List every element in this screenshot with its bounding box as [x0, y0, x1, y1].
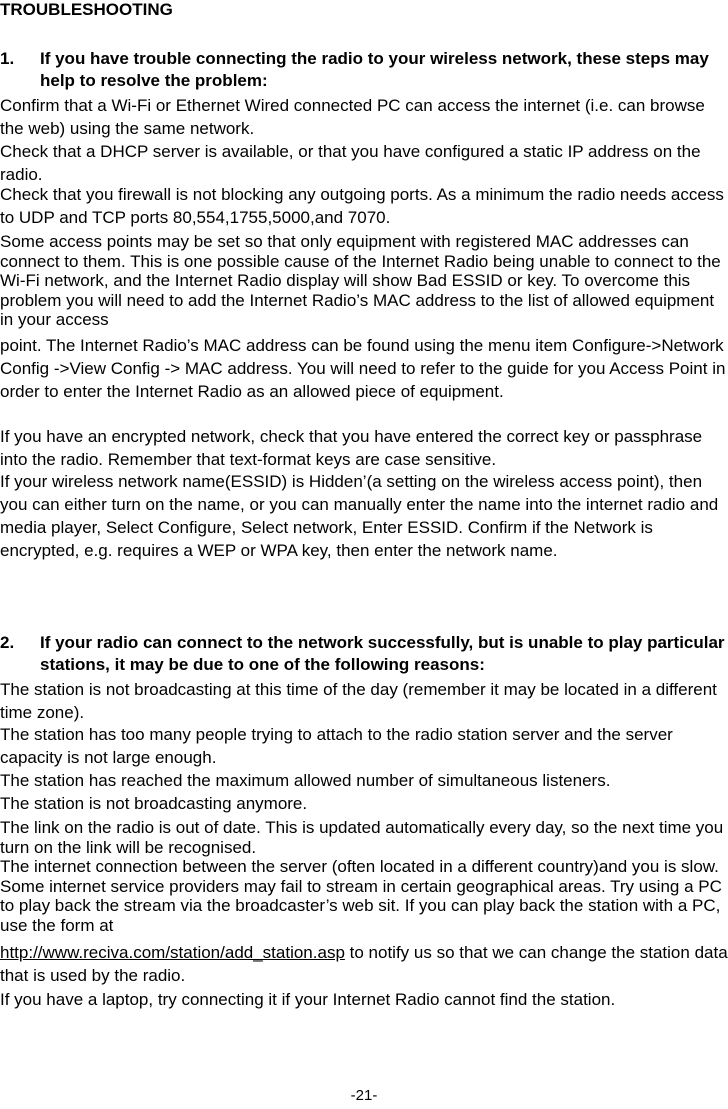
- reciva-station-link[interactable]: http://www.reciva.com/station/add_station.asp: [0, 943, 345, 962]
- s1-paragraph-6: If you have an encrypted network, check that you have entered the correct key or passphrase into the radio. Remember that text-format keys are case sensitive.: [0, 427, 703, 469]
- s2-paragraph-3: The station has reached the maximum allowed number of simultaneous listeners.: [0, 771, 611, 790]
- s2-paragraph-6: The internet connection between the server (often located in a different country)and you is slow. Some internet service providers may fail to stream in certain geographical areas. Try using a PC to play back the stream via the broadcaster’s web sit. If you can play back the station with a PC, use the form at: [0, 857, 722, 935]
- s2-paragraph-link-rest: to notify us so that we can change the station data that is used by the radio.: [0, 943, 728, 985]
- s1-paragraph-4: Some access points may be set so that only equipment with registered MAC addresses can connect to them. This is one possible cause of the Internet Radio being unable to connect to the Wi-Fi network, and the Internet Radio display will show Bad ESSID or key. To overcome this problem you will need to add the Internet Radio’s MAC address to the list of allowed equipment in your access: [0, 232, 721, 329]
- section-1-title-block: [0, 48, 728, 92]
- section-1-number: 1.: [0, 49, 15, 68]
- s2-paragraph-1: The station is not broadcasting at this time of the day (remember it may be located in a different time zone).: [0, 680, 717, 722]
- s1-paragraph-2: Check that a DHCP server is available, or that you have configured a static IP address on the radio.: [0, 142, 701, 184]
- s2-paragraph-4: The station is not broadcasting anymore.: [0, 794, 308, 813]
- s2-paragraph-2: The station has too many people trying to attach to the radio station server and the server capacity is not large enough.: [0, 725, 673, 767]
- s1-paragraph-7: If your wireless network name(ESSID) is Hidden’(a setting on the wireless access point), then you can either turn on the name, or you can manually enter the name into the internet radio and media player, Select Configure, Select network, Enter ESSID. Confirm if the Network is encrypted, e.g. requires a WEP or WPA key, then enter the network name.: [0, 472, 719, 560]
- s1-paragraph-3: Check that you firewall is not blocking any outgoing ports. As a minimum the radio needs access to UDP and TCP ports 80,554,1755,5000,and 7070.: [0, 185, 724, 227]
- s2-paragraph-5: The link on the radio is out of date. This is updated automatically every day, so the next time you turn on the link will be recognised.: [0, 818, 724, 857]
- page-number: -21-: [350, 1087, 378, 1104]
- s1-paragraph-1: Confirm that a Wi-Fi or Ethernet Wired connected PC can access the internet (i.e. can browse the web) using the same network.: [0, 96, 705, 138]
- section-2-title: If your radio can connect to the network successfully, but is unable to play particular stations, it may be due to one of the following reasons:: [40, 633, 725, 674]
- section-2-title-block: [0, 632, 728, 676]
- s2-paragraph-link: [0, 941, 728, 987]
- s1-paragraph-5: point. The Internet Radio’s MAC address can be found using the menu item Configure->Network Config ->View Config -> MAC address. You will need to refer to the guide for you Access Point in order to enter the Internet Radio as an allowed piece of equipment.: [0, 336, 726, 401]
- section-2-number: 2.: [0, 633, 15, 652]
- page-heading: TROUBLESHOOTING: [0, 0, 173, 19]
- section-1-title: If you have trouble connecting the radio to your wireless network, these steps may help to resolve the problem:: [40, 49, 709, 90]
- s2-paragraph-last: If you have a laptop, try connecting it if your Internet Radio cannot find the station.: [0, 990, 616, 1009]
